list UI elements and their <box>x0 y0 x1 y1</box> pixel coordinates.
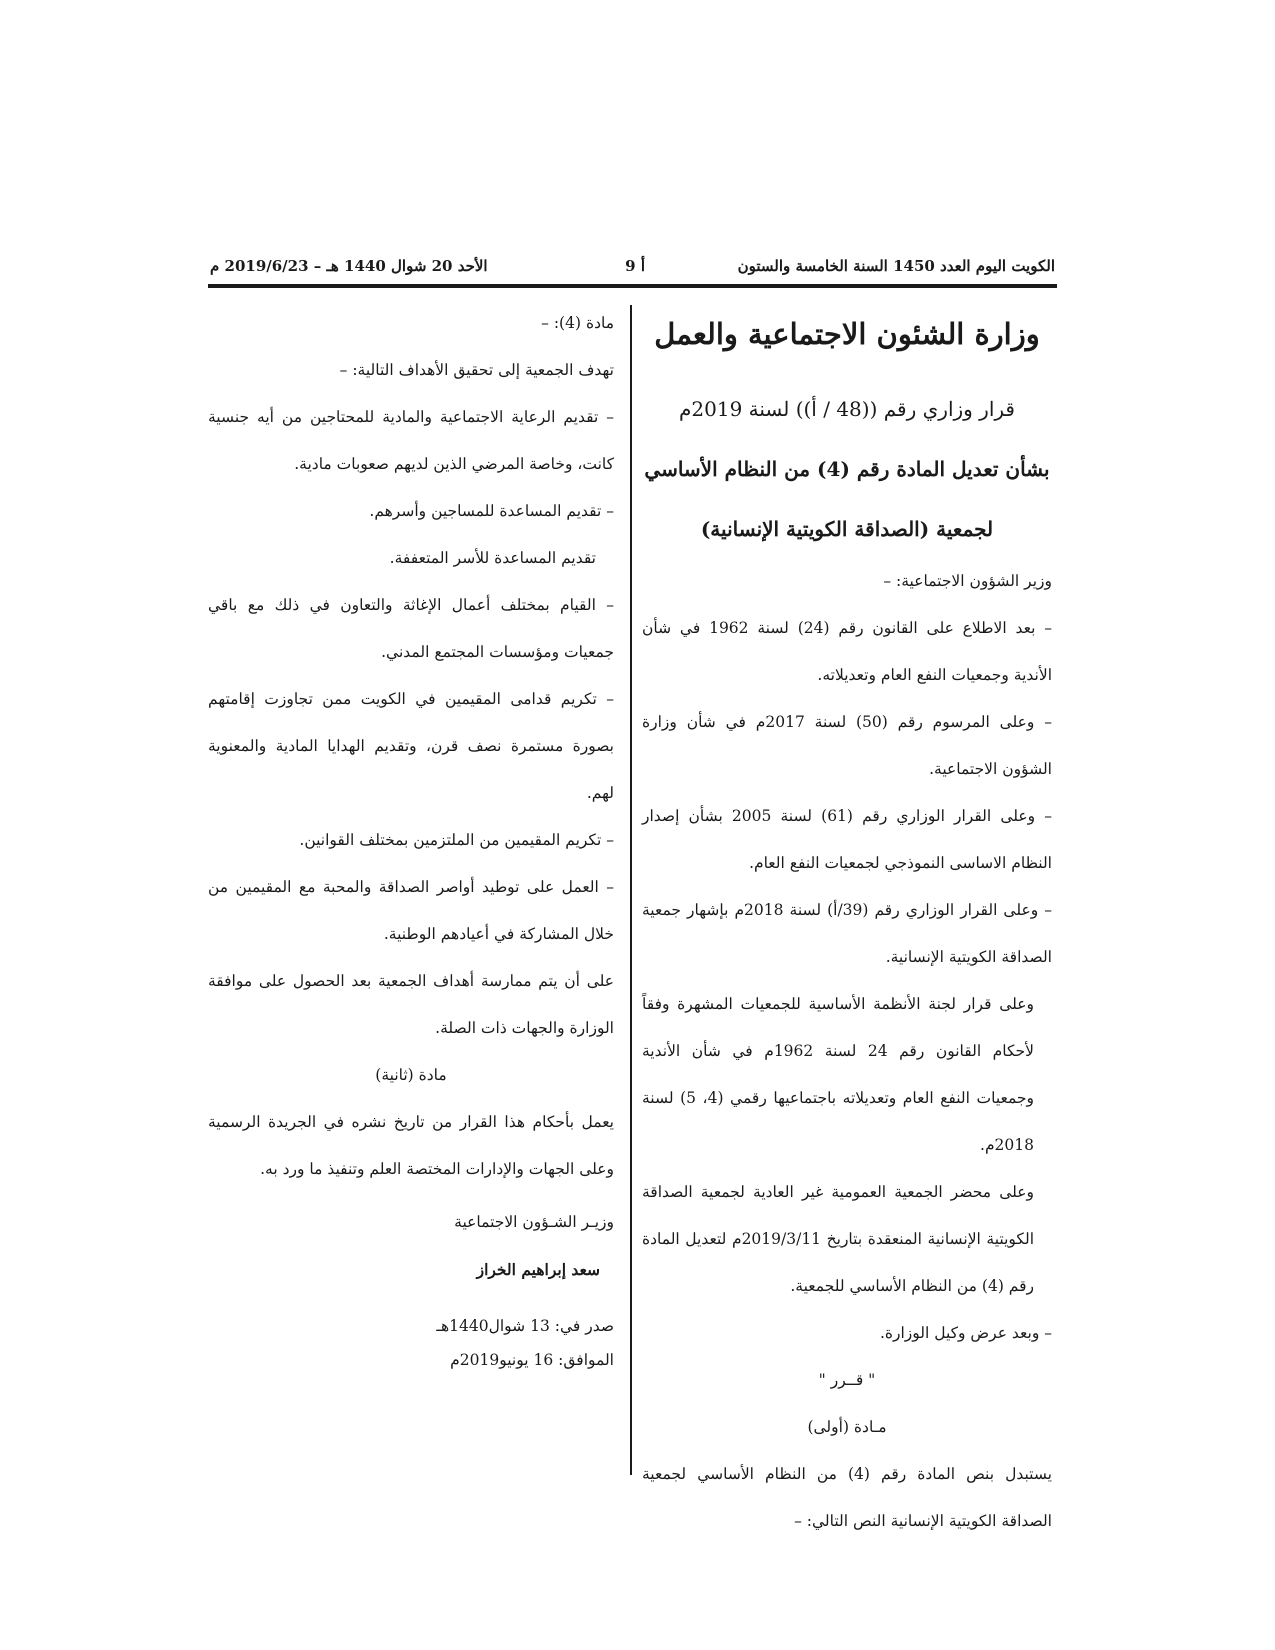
goal-6: – تكريم المقيمين من الملتزمين بمختلف القوانين. <box>299 831 614 849</box>
signature-name: سعد إبراهيم الخراز <box>476 1260 600 1279</box>
decision-subject-line2: لجمعية (الصداقة الكويتية الإنسانية) <box>700 517 994 541</box>
right-column <box>642 300 1052 1545</box>
header-date: الأحد 20 شوال 1440 هـ – 2019/6/23 م <box>210 257 488 275</box>
article-4-title: مادة (4): – <box>541 314 614 332</box>
goal-4: – القيام بمختلف أعمال الإغاثة والتعاون في ذلك مع باقي جمعيات ومؤسسات المجتمع المدني. <box>208 596 614 661</box>
recital-4: – وعلى القرار الوزاري رقم (39/أ) لسنة 2018م بإشهار جمعية الصداقة الكويتية الإنسانية. <box>642 901 1052 966</box>
header-rule <box>208 284 1057 288</box>
article-first-text: يستبدل بنص المادة رقم (4) من النظام الأساسي لجمعية الصداقة الكويتية الإنسانية النص التالي: – <box>642 1465 1052 1530</box>
recital-2: – وعلى المرسوم رقم (50) لسنة 2017م في شأن وزارة الشؤون الاجتماعية. <box>642 713 1052 778</box>
decision-subject-line1: بشأن تعديل المادة رقم (4) من النظام الأساسي <box>644 457 1050 481</box>
recital-3: – وعلى القرار الوزاري رقم (61) لسنة 2005 بشأن إصدار النظام الاساسى النموذجي لجمعيات النفع العام. <box>642 807 1052 872</box>
header-page-number: أ 9 <box>625 257 645 275</box>
recital-6: وعلى محضر الجمعية العمومية غير العادية لجمعية الصداقة الكويتية الإنسانية المنعقدة بتاريخ 2019/3/11م لتعديل المادة رقم (4) من النظام الأساسي للجمعية. <box>642 1183 1034 1295</box>
recital-5: وعلى قرار لجنة الأنظمة الأساسية للجمعيات المشهرة وفقاً لأحكام القانون رقم 24 لسنة 1962م في شأن الأندية وجمعيات النفع العام وتعديلاته باجتماعيها رقمي (4، 5) لسنة 2018م. <box>642 995 1035 1154</box>
article-first-title: مـادة (أولى) <box>807 1418 887 1436</box>
goal-2: – تقديم المساعدة للمساجين وأسرهم. <box>369 502 614 520</box>
corresponding-date: الموافق: 16 يونيو2019م <box>450 1351 614 1369</box>
goal-3: تقديم المساعدة للأسر المتعففة. <box>389 549 596 567</box>
recital-1: – بعد الاطلاع على القانون رقم (24) لسنة 1962 في شأن الأندية وجمعيات النفع العام وتعديلاته. <box>642 619 1052 684</box>
recital-7: – وبعد عرض وكيل الوزارة. <box>879 1324 1052 1342</box>
page-header <box>210 257 1055 279</box>
issued-date: صدر في: 13 شوال1440هـ <box>436 1317 614 1335</box>
decision-title: قرار وزاري رقم ((48 / أ)) لسنة 2019م <box>679 397 1015 421</box>
article-second-title: مادة (ثانية) <box>375 1066 447 1084</box>
article-second-text: يعمل بأحكام هذا القرار من تاريخ نشره في الجريدة الرسمية وعلى الجهات والإدارات المختصة العلم وتنفيذ ما ورد به. <box>208 1113 614 1178</box>
minister-intro: وزير الشؤون الاجتماعية: – <box>883 572 1052 590</box>
signature-title: وزيـر الشـؤون الاجتماعية <box>454 1213 614 1231</box>
goal-5: – تكريم قدامى المقيمين في الكويت ممن تجاوزت إقامتهم بصورة مستمرة نصف قرن، وتقديم الهدايا المادية والمعنوية لهم. <box>208 690 614 802</box>
column-divider <box>630 305 632 1475</box>
goals-condition: على أن يتم ممارسة أهداف الجمعية بعد الحصول على موافقة الوزارة والجهات ذات الصلة. <box>208 972 614 1037</box>
left-column <box>208 300 614 1377</box>
goals-intro: تهدف الجمعية إلى تحقيق الأهداف التالية: – <box>339 361 614 379</box>
header-issue-info: الكويت اليوم العدد 1450 السنة الخامسة والستون <box>737 257 1055 275</box>
goal-7: – العمل على توطيد أواصر الصداقة والمحبة مع المقيمين من خلال المشاركة في أعيادهم الوطنية. <box>208 878 614 943</box>
goal-1: – تقديم الرعاية الاجتماعية والمادية للمحتاجين من أيه جنسية كانت، وخاصة المرضي الذين لديهم صعوبات مادية. <box>208 408 614 473</box>
ministry-title: وزارة الشئون الاجتماعية والعمل <box>654 317 1040 351</box>
decided-heading: " قــرر " <box>818 1371 876 1389</box>
